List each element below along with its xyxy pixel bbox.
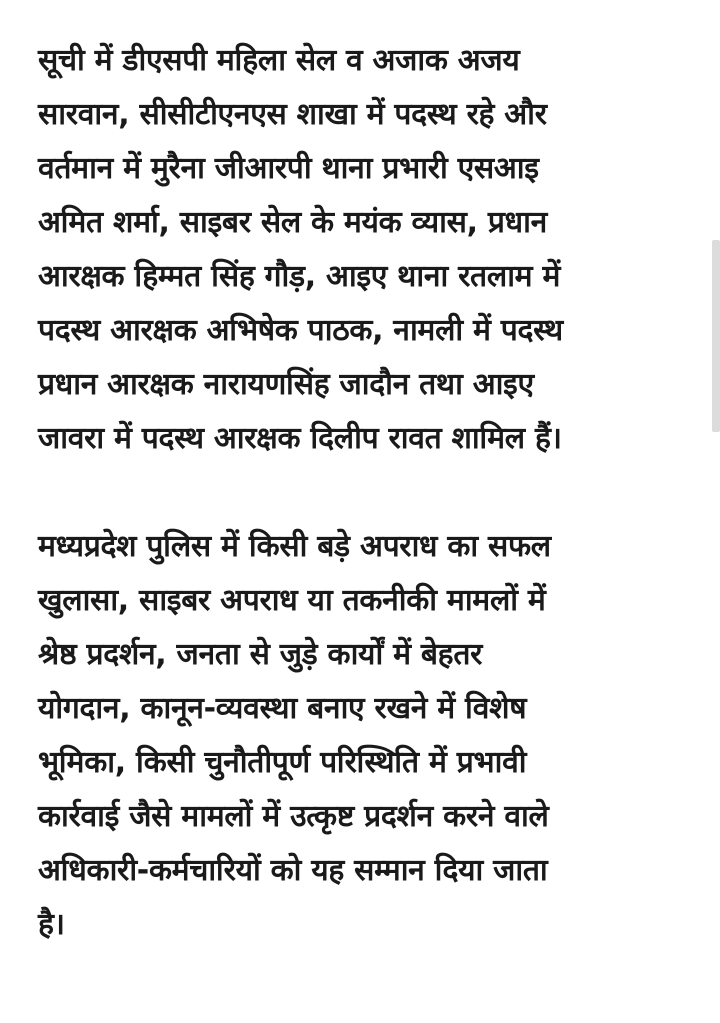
scrollbar-thumb[interactable] <box>712 240 720 432</box>
text-line: सारवान, सीसीटीएनएस शाखा में पदस्थ रहे और <box>38 97 547 132</box>
text-line: अमित शर्मा, साइबर सेल के मयंक व्यास, प्रधान <box>38 205 547 240</box>
text-line: आरक्षक हिम्मत सिंह गौड़, आइए थाना रतलाम में <box>38 259 561 294</box>
text-line: मध्यप्रदेश पुलिस में किसी बड़े अपराध का सफल <box>38 529 551 564</box>
text-line: वर्तमान में मुरैना जीआरपी थाना प्रभारी एसआइ <box>38 151 539 186</box>
text-line: खुलासा, साइबर अपराध या तकनीकी मामलों में <box>38 583 546 618</box>
paragraph-2 <box>38 520 678 952</box>
text-line: भूमिका, किसी चुनौतीपूर्ण परिस्थिति में प्रभावी <box>38 745 527 780</box>
text-line: पदस्थ आरक्षक अभिषेक पाठक, नामली में पदस्थ <box>38 313 563 348</box>
text-line: सूची में डीएसपी महिला सेल व अजाक अजय <box>38 43 520 78</box>
text-line: अधिकारी-कर्मचारियों को यह सम्मान दिया जाता <box>38 853 548 888</box>
article-body <box>38 34 678 952</box>
text-line: प्रधान आरक्षक नारायणसिंह जादौन तथा आइए <box>38 367 534 402</box>
text-line: जावरा में पदस्थ आरक्षक दिलीप रावत शामिल हैं। <box>38 421 562 456</box>
text-line: श्रेष्ठ प्रदर्शन, जनता से जुड़े कार्यों में बेहतर <box>38 637 483 672</box>
text-line: योगदान, कानून-व्यवस्था बनाए रखने में विशेष <box>38 691 527 726</box>
paragraph-1 <box>38 34 678 466</box>
text-line: है। <box>38 907 65 942</box>
text-line: कार्रवाई जैसे मामलों में उत्कृष्ट प्रदर्शन करने वाले <box>38 799 549 834</box>
